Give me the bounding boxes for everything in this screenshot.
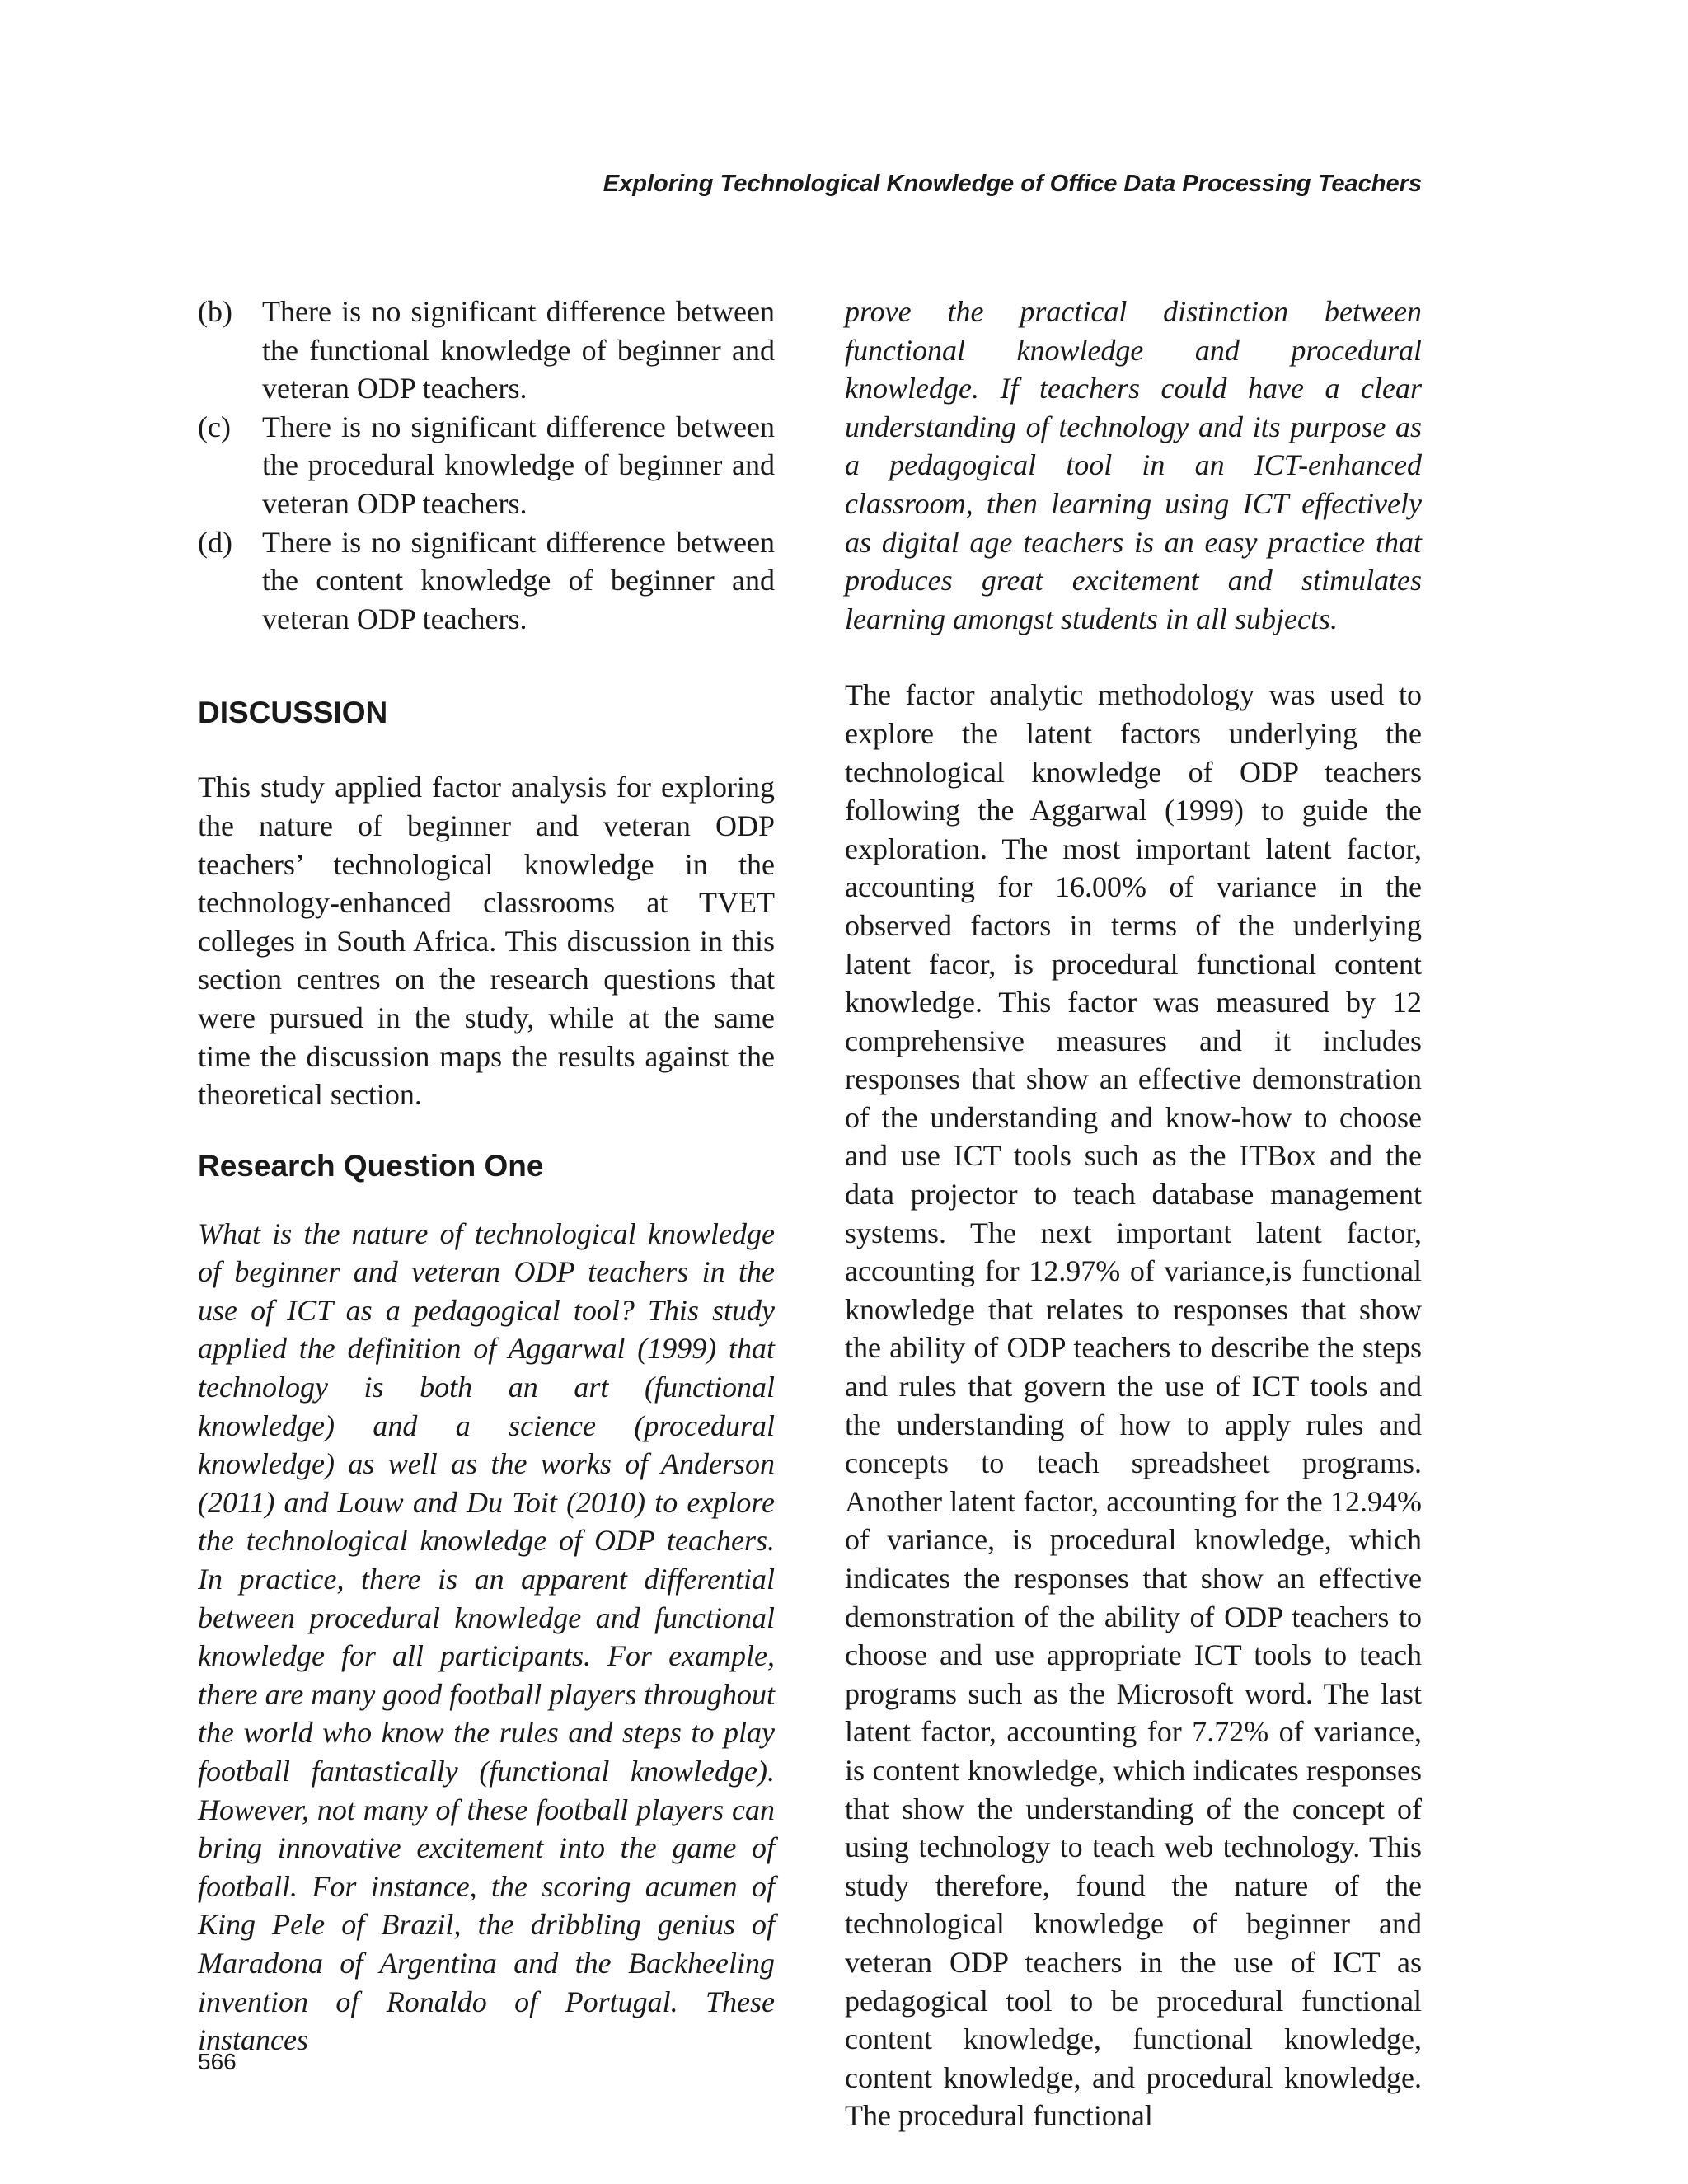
research-question-heading: Research Question One — [198, 1148, 544, 1183]
hypothesis-item-d — [198, 523, 775, 639]
continued-italic-paragraph: prove the practical distinction between functional knowledge and procedural knowledge. If teachers could have a clear understanding of technology and its purpose as a pedagogical tool in an ICT-enhanced classroom, then learning using ICT effectively as digital age teachers is an easy practice that produces great excitement and stimulates learning amongst students in all subjects. — [845, 295, 1422, 635]
research-question-paragraph: What is the nature of technological knowledge of beginner and veteran ODP teachers in the use of ICT as a pedagogical tool? This study applied the definition of Aggarwal (1999) that technology is both an art (functional knowledge) and a science (procedural knowledge) as well as the works of Anderson (2011) and Louw and Du Toit (2010) to explore the technological knowledge of ODP teachers. In practice, there is an apparent differential between procedural knowledge and functional knowledge for all participants. For example, there are many good football players throughout the world who know the rules and steps to play football fantastically (functional knowledge). However, not many of these football players can bring innovative excitement into the game of football. For instance, the scoring acumen of King Pele of Brazil, the dribbling genius of Maradona of Argentina and the Backheeling invention of Ronaldo of Portugal. These instances — [198, 1216, 775, 2057]
list-marker: (b) — [198, 295, 232, 328]
list-text: There is no significant difference between the functional knowledge of beginner and veteran ODP teachers. — [262, 295, 775, 405]
running-head: Exploring Technological Knowledge of Office Data Processing Teachers — [603, 171, 1422, 197]
right-column — [845, 293, 1422, 2135]
discussion-heading: DISCUSSION — [198, 696, 388, 730]
list-text: There is no significant difference between the content knowledge of beginner and veteran ODP teachers. — [262, 525, 775, 635]
hypothesis-item-c — [198, 408, 775, 523]
left-column — [198, 293, 775, 2060]
list-text: There is no significant difference between the procedural knowledge of beginner and veteran ODP teachers. — [262, 410, 775, 520]
discussion-paragraph: This study applied factor analysis for exploring the nature of beginner and veteran ODP teachers’ technological knowledge in the technology-enhanced classrooms at TVET colleges in South Africa. This discussion in this section centres on the research questions that were pursued in the study, while at the same time the discussion maps the results against the theoretical section. — [198, 771, 775, 1112]
factor-analysis-paragraph: The factor analytic methodology was used to explore the latent factors underlying the technological knowledge of ODP teachers following the Aggarwal (1999) to guide the exploration. The most important latent factor, accounting for 16.00% of variance in the observed factors in terms of the underlying latent facor, is procedural functional content knowledge. This factor was measured by 12 comprehensive measures and it includes responses that show an effective demonstration of the understanding and know-how to choose and use ICT tools such as the ITBox and the data projector to teach database management systems. The next important latent factor, accounting for 12.97% of variance,is functional knowledge that relates to responses that show the ability of ODP teachers to describe the steps and rules that govern the use of ICT tools and the understanding of how to apply rules and concepts to teach spreadsheet programs. Another latent factor, accounting for the 12.94% of variance, is procedural knowledge, which indicates the responses that show an effective demonstration of the ability of ODP teachers to choose and use appropriate ICT tools to teach programs such as the Microsoft word. The last latent factor, accounting for 7.72% of variance, is content knowledge, which indicates responses that show the understanding of the concept of using technology to teach web technology. This study therefore, found the nature of the technological knowledge of beginner and veteran ODP teachers in the use of ICT as pedagogical tool to be procedural functional content knowledge, functional knowledge, content knowledge, and procedural knowledge. The procedural functional — [845, 678, 1422, 2133]
hypothesis-item-b — [198, 293, 775, 408]
list-marker: (c) — [198, 410, 231, 443]
list-marker: (d) — [198, 525, 232, 559]
page-number: 566 — [198, 2049, 237, 2074]
